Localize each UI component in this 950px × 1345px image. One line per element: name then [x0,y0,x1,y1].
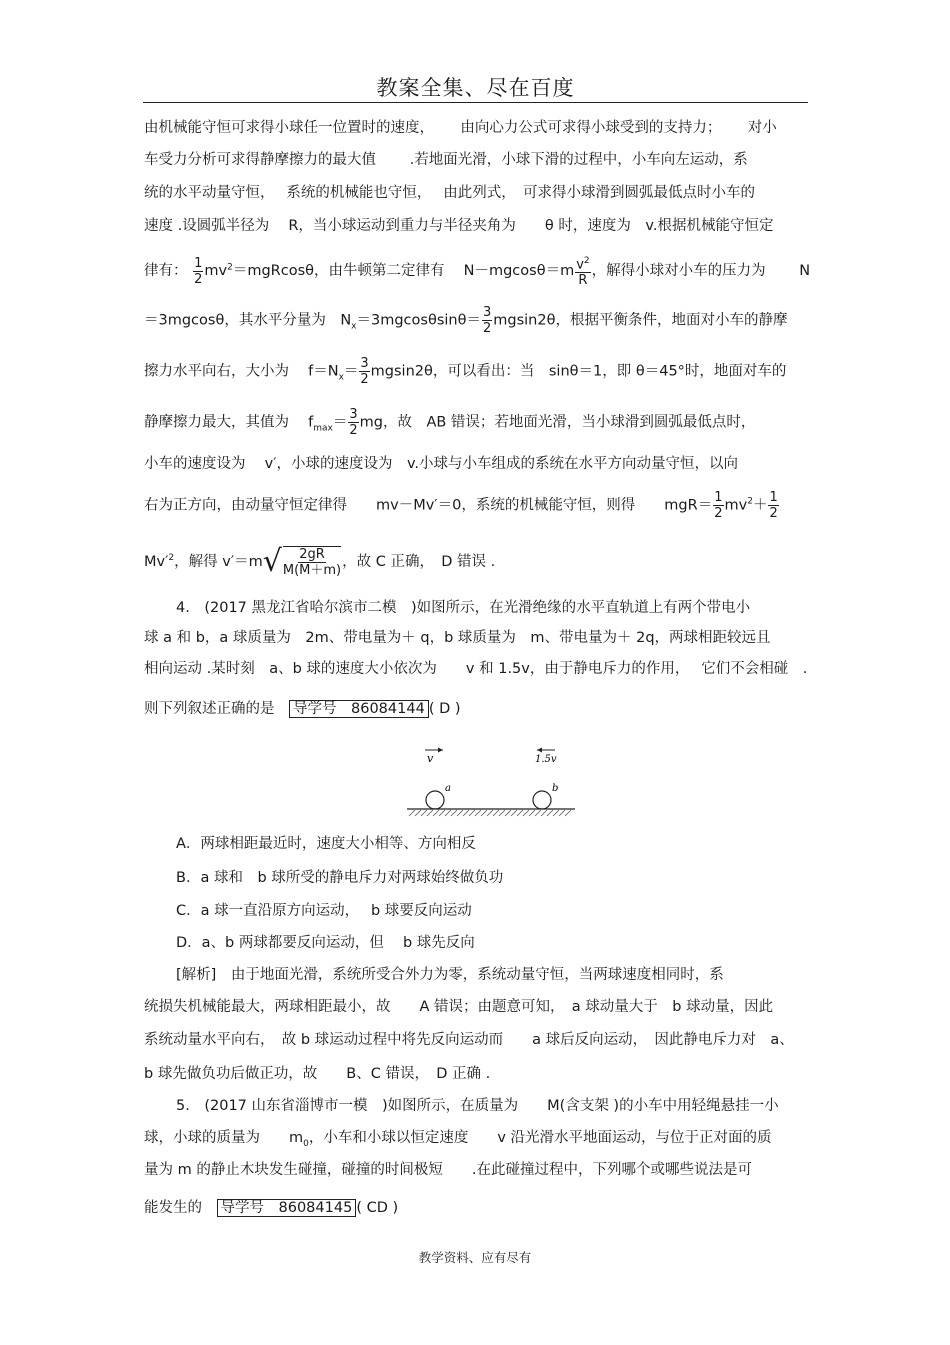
q5-line: 能发生的 导学号 86084145 ( CD ) [144,1200,399,1216]
fraction: $\frac{3}{2}$ [360,356,369,387]
option-c: C．a 球一直沿原方向运动， b 球要反向运动 [176,903,472,919]
q4-line: 4. (2017 黑龙江省哈尔滨市二模 )如图所示，在光滑绝缘的水平直轨道上有两个带电小 [176,600,751,616]
fraction: $\frac{1}{2}$ [769,490,778,521]
option-d: D．a、b 两球都要反向运动，但 b 球先反向 [176,935,475,951]
answer: ( D ) [428,701,461,717]
solution-line: 由机械能守恒可求得小球任一位置时的速度， 由向心力公式可求得小球受到的支持力； 对小 [144,120,777,136]
velocity-label-b: 1.5v [535,754,557,765]
guide-number-box: 导学号 86084145 [217,1199,357,1217]
solution-line-formula: 右为正方向，由动量守恒定律得 mv－Mv′＝0，系统的机械能守恒，则得 mgR＝ $\frac{1}{2}$ $mv^2+$ $\frac{1}{2}$ [144,490,778,521]
ground-hatching [409,810,571,816]
header-divider [143,102,808,103]
option-b: B．a 球和 b 球所受的静电斥力对两球始终做负功 [176,870,504,886]
fraction: $\frac{1}{2}$ [194,255,203,287]
solution-line: 小车的速度设为 v′，小球的速度设为 v.小球与小车组成的系统在水平方向动量守恒，以向 [144,456,739,472]
fraction: $\frac{1}{2}$ [714,490,723,521]
solution-line-formula: 擦力水平向右，大小为 $f=N_x=$ $\frac{3}{2}$ mgsin2θ，可以看出：当 sinθ＝1，即 θ＝45°时，地面对车的 [144,356,787,387]
analysis-line: 统损失机械能最大，两球相距最小，故 A 错误；由题意可知， a 球动量大于 b 球动量，因此 [144,999,774,1015]
fraction: $\frac{2gR}{M(M+m)}$ [282,547,342,578]
solution-line: 速度 .设圆弧半径为 R，当小球运动到重力与半径夹角为 θ 时，速度为 v.根据机械能守恒定 [144,218,774,234]
solution-line-formula: $Mv'^2$，解得 v′＝m√ $\frac{2gR}{M(M+m)}$ ，故 C 正确， D 错误 . [144,544,496,579]
page-footer: 教学资料、应有尽有 [418,1250,532,1265]
option-a: A．两球相距最近时，速度大小相等、方向相反 [176,836,476,852]
guide-number-box: 导学号 86084144 [289,700,429,718]
solution-line-formula: 律有： $\frac{1}{2}$ $mv^2=mgRcos\theta$，由牛顿第二定律有 N－mgcosθ＝m $\frac{v^2}{R}$ ，解得小球对小车的压力为 N [144,255,811,289]
q4-line: 相向运动 .某时刻 a、b 球的速度大小依次为 v 和 1.5v，由于静电斥力的作用， 它们不会相碰 . [144,661,808,677]
fraction: $\frac{v^2}{R}$ [576,256,590,289]
velocity-label-a: v [427,752,434,765]
fraction: $\frac{3}{2}$ [482,305,492,336]
q4-line: 则下列叙述正确的是 导学号 86084144 ( D ) [144,701,461,717]
q5-line: 5. (2017 山东省淄博市一模 )如图所示，在质量为 M(含支架 )的小车中用轻绳悬挂一小 [176,1098,779,1114]
analysis-line: 系统动量水平向右， 故 b 球运动过程中将先反向运动而 a 球后反向运动， 因此静电斥力对 a、 [144,1032,794,1048]
ball-b-label: b [552,783,559,794]
two-charged-balls-figure [405,740,577,820]
solution-line: 统的水平动量守恒， 系统的机械能也守恒， 由此列式， 可求得小球滑到圆弧最低点时小车的 [144,185,755,201]
solution-line-formula: 静摩擦力最大，其值为 $f_{max}=$ $\frac{3}{2}$ mg，故 AB 错误；若地面光滑，当小球滑到圆弧最低点时， [144,407,756,438]
ball-a-label: a [445,783,451,794]
q5-line: 球，小球的质量为 $m_0$，小车和小球以恒定速度 v 沿光滑水平地面运动，与位于正对面的质 [144,1130,772,1149]
fraction: $\frac{3}{2}$ [349,407,358,438]
page-header: 教案全集、尽在百度 [376,76,575,100]
solution-line-formula: ＝3mgcosθ，其水平分量为 $N_x=3mgcos\theta\sin\theta=$ $\frac{3}{2}$ mgsin2θ，根据平衡条件，地面对小车的静摩 [144,305,788,336]
q5-line: 量为 m 的静止木块发生碰撞，碰撞的时间极短 .在此碰撞过程中，下列哪个或哪些说法是可 [144,1162,752,1178]
analysis-line: [解析] 由于地面光滑，系统所受合外力为零，系统动量守恒，当两球速度相同时，系 [176,967,724,983]
solution-line: 车受力分析可求得静摩擦力的最大值 .若地面光滑，小球下滑的过程中，小车向左运动，系 [144,152,748,168]
sqrt-sign: √ [262,544,282,579]
answer: ( CD ) [356,1200,399,1216]
analysis-line: b 球先做负功后做正功，故 B、C 错误， D 正确 . [144,1066,491,1082]
q4-line: 球 a 和 b，a 球质量为 2m、带电量为＋ q，b 球质量为 m、带电量为＋ 2q，两球相距较远且 [144,630,771,646]
